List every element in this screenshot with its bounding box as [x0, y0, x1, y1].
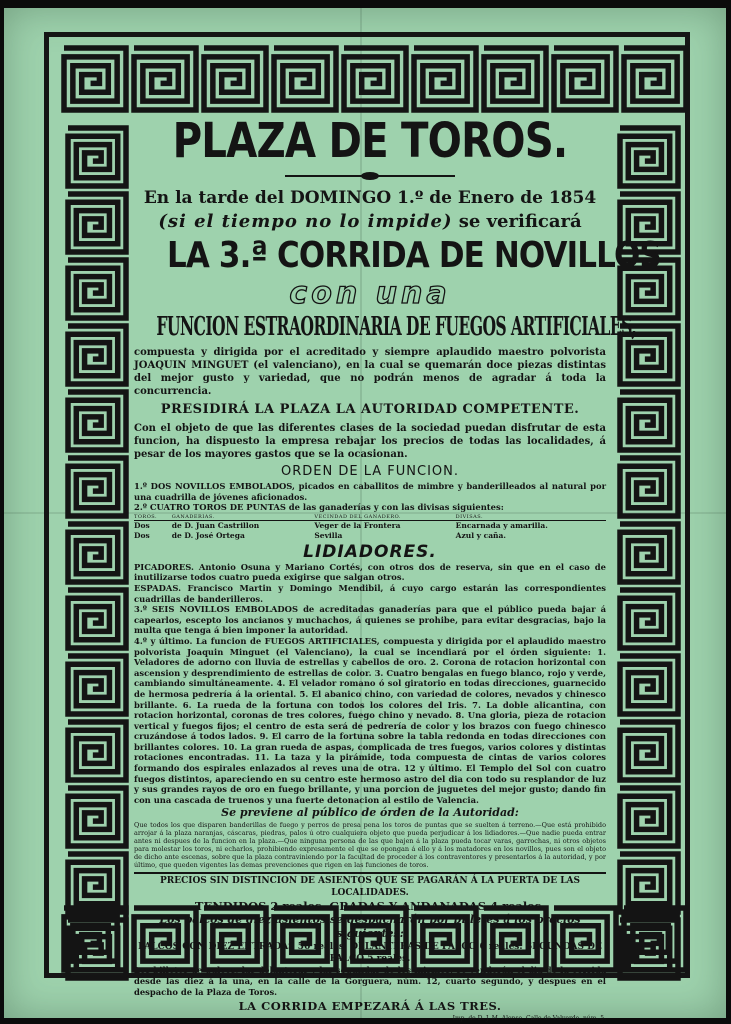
bulls-cell: de D. Juan Castrillon	[171, 520, 260, 530]
bulls-cell: Azul y caña.	[455, 530, 506, 540]
greek-key-border-left	[60, 40, 134, 978]
greek-key-tile	[68, 326, 126, 384]
greek-key-border-top	[60, 40, 690, 118]
greek-key-tile	[620, 656, 678, 714]
greek-key-tile	[554, 48, 616, 110]
orden-heading: ORDEN DE LA FUNCION.	[281, 464, 459, 479]
bulls-cell: Dos	[134, 530, 150, 540]
espadas-line	[134, 583, 606, 604]
weather-condition: (si el tiempo no lo impide)	[158, 211, 453, 232]
greek-key-tile	[620, 920, 678, 978]
lidiadores-heading: LIDIADORES.	[303, 541, 437, 562]
poster-title: PLAZA DE TOROS.	[172, 113, 568, 169]
greek-key-tile	[68, 128, 126, 186]
greek-key-tile	[68, 260, 126, 318]
greek-key-tile	[620, 722, 678, 780]
bulls-cell: Veger de la Frontera	[314, 520, 401, 530]
greek-key-tile	[274, 48, 336, 110]
greek-key-tile	[68, 590, 126, 648]
orden-item-4: 4.º y último. La funcion de FUEGOS ARTIFICIALES, compuesta y dirigida por el aplaudido maestro polvorista Joaquin Minguet (el Valenciano), la cual se incendiará por el órden siguiente: 1. Veladores de adorno con lluvia de estrellas y cabellos de oro. 2. Corona de rotacion horizontal con ascension y desprendimiento de estrellas de color. 3. Cuatro bengalas en fuego blanco, rojo y verde, cambiando simultáneamente. 4. El velador romano ó sol giratorio en todas direcciones, guarnecido de hermosa pedrería á la oriental. 5. El abanico chino, con variedad de colores, nevados y chinesco brillante. 6. La rueda de la fortuna con todos los colores del Iris. 7. La doble alicantina, con rotacion horizontal, coronas de tres colores, fuego chino y nevado. 8. Una gloria, pieza de rotacion vertical y fuegos fijos; el centro de esta será de pedrería de color y los brazos con fuego chinesco cruzándose á todos lados. 9. El carro de la fortuna sobre la tabla redonda en todas direcciones con brillantes colores. 10. La gran rueda de aspas, complicada de tres fuegos, varios colores y distintas rotaciones encontradas. 11. La taza y la pirámide, toda compuesta de cintas de varios colores formando dos espirales enlazados al reves una de otra. 12 y último. El Templo del Sol con cuatro fuegos distintos, apareciendo en su centro este hermoso astro del dia con todo su resplandor de luz y sus grandes rayos de oro en fuego brillante, y una porcion de juguetes del mejor gusto; dando fin con una cascada de truenos y una fuerte detonacion al estilo de Valencia.	[134, 635, 606, 805]
table-row	[134, 531, 606, 541]
greek-key-tile	[68, 920, 126, 978]
prevenir-text: Que todos los que disparen banderillas de fuego y perros de presa pena los toros de puntas que se suelten á terreno.—Que está prohibido arrojar á la plaza naranjas, cáscaras, piedras, palos ú otro cualquiera objeto que pueda perjudicar á los lidiadores.—Que nadie pueda entrar antes ni despues de la funcion en la plaza.—Que ninguna persona de las que bajen á la plaza pueda tocar varas, garrochas, ni otros objetos para molestar los toros, ni echarlos, prohibiendo expresamente el que se opongan á ello y á los matadores en los novillos, pues son el objeto de dicho ante escenas, sobre que la plaza contraviniendo por la facultad de proceder á los contraventores y presentarlos á la autoridad, y por último, que queden vigentes las demas prevenciones que rigen en las funciones de toros.	[134, 821, 606, 870]
espadas-text: Francisco Martin y Domingo Mendibil, á cuyo cargo estarán las correspondientes cuadrillas de banderilleros.	[134, 582, 606, 604]
presidira-line: PRESIDIRÁ LA PLAZA LA AUTORIDAD COMPETENTE.	[160, 402, 580, 417]
greek-key-tile	[484, 48, 546, 110]
tendidos-prices: TENDIDOS 2 reales. GRADAS Y ANDANADAS 4 reales.	[194, 899, 546, 914]
corrida-heading: LA 3.ª CORRIDA DE NOVILLOS	[167, 235, 661, 276]
bulls-header-vecindad: VECINDAD DEL GANADERO.	[314, 514, 455, 521]
greek-key-tile	[620, 854, 678, 912]
greek-key-tile	[68, 854, 126, 912]
polvorista-paragraph: compuesta y dirigida por el acreditado y siempre aplaudido maestro polvorista JOAQUIN MINGUET (el valenciano), en la cual se quemarán doce piezas distintas del mejor gusto y variedad, que no podrán menos de agradar á toda la concurrencia.	[134, 347, 606, 397]
weather-line	[134, 210, 606, 234]
palcos-prices: PALCOS CON DIEZ ENTRADAS 50 reales. DELANTERAS DE PALCO 6 reales. SEGUNDAS DE PALCO 5 reales.	[138, 942, 602, 965]
start-time: LA CORRIDA EMPEZARÁ Á LAS TRES.	[238, 999, 502, 1014]
verificara-text: se verificará	[452, 211, 582, 232]
greek-key-tile	[68, 194, 126, 252]
picadores-label: PICADORES.	[134, 561, 194, 572]
bulls-header-divisas: DIVISAS.	[456, 514, 606, 521]
orden-item-3: 3.º SEIS NOVILLOS EMBOLADOS de acreditadas ganaderías para que el público pueda bajar á capearlos, escepto los ancianos y muchachos, á quienes se prohibe, para evitar desgracias, bajo la multa que tenga á bien imponer la autoridad.	[134, 604, 606, 636]
divider	[134, 872, 606, 874]
espadas-label: ESPADAS.	[134, 582, 182, 593]
greek-key-tile	[344, 48, 406, 110]
printer-credit: Imp. de D. J. M. Alonso, Calle de Valverde, núm. 5.	[452, 1015, 606, 1023]
bulls-table	[134, 514, 606, 541]
greek-key-tile	[134, 48, 196, 110]
bulls-cell: Sevilla	[314, 530, 343, 540]
picadores-line	[134, 562, 606, 583]
greek-key-tile	[68, 722, 126, 780]
greek-key-tile	[620, 458, 678, 516]
bulls-header-ganaderias: GANADERIAS.	[172, 514, 315, 521]
greek-key-tile	[620, 392, 678, 450]
greek-key-tile	[620, 524, 678, 582]
greek-key-tile	[68, 524, 126, 582]
greek-key-tile	[68, 392, 126, 450]
bulls-cell: de D. José Ortega	[171, 530, 245, 540]
greek-key-tile	[620, 788, 678, 846]
bulls-header-toros: TOROS.	[134, 514, 172, 521]
table-row	[134, 520, 606, 531]
prevenir-heading: Se previene al público de órden de la Autoridad:	[221, 806, 519, 820]
picadores-text: Antonio Osuna y Mariano Cortés, con otros dos de reserva, sin que en el caso de inutilizarse todos cuatro pueda exigirse que salgan otros.	[134, 561, 606, 583]
palcos-heading: Los palcos de diez asientos se despacharán por billetes á los precios siguientes:	[159, 913, 581, 941]
billetes-paragraph: Los billetes de palcos, las delanteras y las segundas de los mismos, se venderán el dia de la corrida desde las diez á la una, en la calle de la Gorguera, núm. 12, cuarto segundo, y despues en el despacho de la Plaza de Toros.	[134, 965, 606, 997]
bulls-cell: Dos	[134, 520, 150, 530]
precios-heading: PRECIOS SIN DISTINCION DE ASIENTOS QUE SE PAGARÁN Á LA PUERTA DE LAS LOCALIDADES.	[159, 876, 581, 899]
orden-item-1: 1.º DOS NOVILLOS EMBOLADOS, picados en caballitos de mimbre y banderilleados al natural por una cuadrilla de jóvenes aficionados.	[134, 481, 606, 502]
title-ornament-rule	[134, 170, 606, 182]
fuegos-heading: FUNCION ESTRAORDINARIA DE FUEGOS ARTIFICIALES,	[156, 312, 637, 342]
greek-key-border-right	[612, 40, 686, 978]
greek-key-tile	[204, 48, 266, 110]
orden-item-2: 2.º CUATRO TOROS DE PUNTAS de las ganaderías y con las divisas siguientes:	[134, 502, 504, 513]
date-line: En la tarde del DOMINGO 1.º de Enero de 1854	[143, 188, 597, 208]
greek-key-tile	[620, 128, 678, 186]
greek-key-tile	[620, 590, 678, 648]
greek-key-tile	[68, 656, 126, 714]
poster-content	[134, 112, 661, 1023]
objeto-paragraph: Con el objeto de que las diferentes clases de la sociedad puedan disfrutar de esta funcion, ha dispuesto la empresa rebajar los precios de todas las localidades, á pesar de los mayores gastos que se la ocasionan.	[134, 423, 606, 460]
bulls-cell: Encarnada y amarilla.	[455, 520, 548, 530]
greek-key-tile	[68, 788, 126, 846]
greek-key-tile	[414, 48, 476, 110]
con-una-heading: con una	[289, 276, 451, 311]
greek-key-tile	[68, 458, 126, 516]
